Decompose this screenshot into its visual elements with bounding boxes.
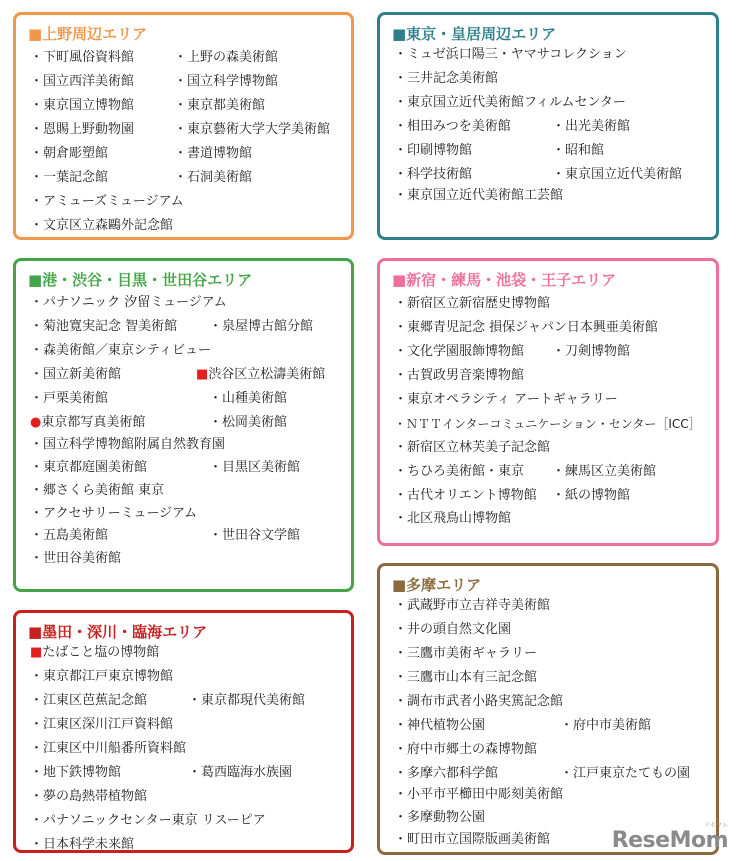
museum-item: ・刀剣博物館: [552, 344, 631, 359]
museum-item: ・新宿区立林芙美子記念館: [394, 440, 551, 455]
area-title-tama: ■多摩エリア: [392, 576, 482, 594]
resemom-logo: [611, 822, 728, 853]
museum-item: ・目黒区美術館: [209, 460, 301, 475]
museum-item: ・アミューズミュージアム: [30, 194, 184, 209]
museum-item: ・東京藝術大学大学美術館: [174, 122, 331, 137]
museum-item: ・東京国立近代美術館フィルムセンター: [394, 95, 626, 110]
museum-item: ・江東区芭蕉記念館: [30, 693, 148, 708]
area-title-minato: ■港・渋谷・目黒・世田谷エリア: [28, 271, 253, 289]
museum-item: ・江東区中川船番所資料館: [30, 741, 187, 756]
museum-item: ・多摩六都科学館: [394, 766, 499, 781]
red-square-marker: ■: [30, 645, 43, 660]
area-title-ueno: ■上野周辺エリア: [28, 25, 148, 43]
museum-item: ・三井記念美術館: [394, 71, 499, 86]
museum-item: ・古賀政男音楽博物館: [394, 368, 525, 383]
museum-item: ・夢の島熱帯植物館: [30, 789, 148, 804]
museum-item: ・北区飛鳥山博物館: [394, 511, 512, 526]
museum-item: ・文化学園服飾博物館: [394, 344, 525, 359]
museum-item: ・石洞美術館: [174, 170, 253, 185]
museum-item: ・国立科学博物館: [174, 74, 279, 89]
museum-item: ・紙の博物館: [552, 488, 631, 503]
museum-item: ・パナソニック 汐留ミュージアム: [30, 295, 227, 310]
logo-text: ReseMom: [611, 828, 728, 853]
museum-item: ・国立科学博物館附属自然教育園: [30, 437, 226, 452]
museum-item: ・三鷹市山本有三記念館: [394, 670, 538, 685]
museum-item: ・世田谷文学館: [209, 528, 301, 543]
museum-item: ・パナソニックセンター東京 リスーピア: [30, 813, 266, 828]
museum-item: ・東京オペラシティ アートギャラリー: [394, 392, 618, 407]
museum-item: ・恩賜上野動物園: [30, 122, 135, 137]
area-box-shinjuku: [377, 258, 719, 546]
museum-item: ・山種美術館: [209, 391, 288, 406]
museum-item: ・科学技術館: [394, 167, 473, 182]
museum-item: ・戸栗美術館: [30, 391, 109, 406]
museum-item: ・ＮＴＴインターコミュニケーション・センター［ICC］: [394, 417, 701, 431]
museum-item: ・世田谷美術館: [30, 551, 122, 566]
museum-item: ・東京都現代美術館: [188, 693, 306, 708]
museum-item-marked: [196, 367, 325, 383]
museum-item: ・印刷博物館: [394, 143, 473, 158]
museum-item: ・国立新美術館: [30, 367, 122, 382]
museum-item: ・府中市郷土の森博物館: [394, 742, 538, 757]
museum-item: ・小平市平櫛田中彫刻美術館: [394, 787, 564, 802]
museum-item: ・文京区立森鷗外記念館: [30, 218, 174, 233]
museum-item: ・多摩動物公園: [394, 810, 486, 825]
area-title-sumida: ■墨田・深川・臨海エリア: [28, 623, 208, 641]
museum-item: ・泉屋博古館分館: [209, 319, 314, 334]
museum-item: ・昭和館: [552, 143, 605, 158]
museum-item-marked: [30, 415, 145, 431]
area-box-minato: [13, 258, 354, 592]
museum-item: ・朝倉彫塑館: [30, 146, 109, 161]
museum-item: ・森美術館／東京シティビュー: [30, 343, 211, 358]
museum-item: ・相田みつを美術館: [394, 119, 511, 134]
museum-item: ・東京都美術館: [174, 98, 266, 113]
museum-item: ・上野の森美術館: [174, 50, 279, 65]
museum-item: ・五島美術館: [30, 528, 109, 543]
area-box-tama: [377, 563, 719, 855]
museum-item: ・神代植物公園: [394, 718, 486, 733]
museum-item: ・武蔵野市立吉祥寺美術館: [394, 598, 551, 613]
museum-item: ・一葉記念館: [30, 170, 109, 185]
red-circle-marker: ●: [30, 415, 42, 430]
area-title-shinjuku: ■新宿・練馬・池袋・王子エリア: [392, 271, 617, 289]
museum-item: ・東京都庭園美術館: [30, 460, 148, 475]
logo-subtext: リセマム: [704, 822, 728, 829]
area-box-ueno: [13, 12, 354, 240]
museum-item: ・井の頭自然文化園: [394, 622, 512, 637]
museum-item: ・国立西洋美術館: [30, 74, 135, 89]
museum-item: ・町田市立国際版画美術館: [394, 832, 551, 847]
museum-item: ・府中市美術館: [560, 718, 652, 733]
museum-item: ・江戸東京たてもの園: [560, 766, 691, 781]
museum-item: ・下町風俗資料館: [30, 50, 135, 65]
museum-item: ・三鷹市美術ギャラリー: [394, 646, 538, 661]
museum-item: ・書道博物館: [174, 146, 253, 161]
museum-item: ・ちひろ美術館・東京: [394, 464, 525, 479]
museum-item: ・菊池寛実記念 智美術館: [30, 319, 178, 334]
museum-item-marked: [30, 645, 159, 661]
museum-item: ・地下鉄博物館: [30, 765, 122, 780]
museum-name: たばこと塩の博物館: [42, 645, 160, 660]
museum-item: ・松岡美術館: [209, 415, 288, 430]
area-box-sumida: [13, 610, 354, 853]
museum-name: 東京都写真美術館: [41, 415, 146, 430]
museum-item: ・東京国立近代美術館: [552, 167, 683, 182]
red-square-marker: ■: [196, 367, 209, 382]
museum-name: 渋谷区立松濤美術館: [208, 367, 326, 382]
museum-item: ・アクセサリーミュージアム: [30, 506, 198, 521]
area-box-tokyo: [377, 12, 719, 240]
museum-item: ・練馬区立美術館: [552, 464, 657, 479]
museum-item: ・東京都江戸東京博物館: [30, 669, 174, 684]
museum-item: ・江東区深川江戸資料館: [30, 717, 174, 732]
museum-item: ・ミュゼ浜口陽三・ヤマサコレクション: [394, 47, 627, 62]
museum-item: ・日本科学未来館: [30, 837, 135, 852]
museum-item: ・東京国立近代美術館工芸館: [394, 188, 564, 203]
museum-item: ・葛西臨海水族園: [188, 765, 293, 780]
museum-item: ・郷さくら美術館 東京: [30, 483, 165, 498]
museum-item: ・東郷青児記念 損保ジャパン日本興亜美術館: [394, 320, 658, 335]
museum-item: ・調布市武者小路実篤記念館: [394, 694, 564, 709]
museum-item: ・新宿区立新宿歴史博物館: [394, 296, 551, 311]
museum-item: ・東京国立博物館: [30, 98, 135, 113]
museum-item: ・古代オリエント博物館: [394, 488, 537, 503]
museum-item: ・出光美術館: [552, 119, 631, 134]
area-title-tokyo: ■東京・皇居周辺エリア: [392, 25, 557, 43]
